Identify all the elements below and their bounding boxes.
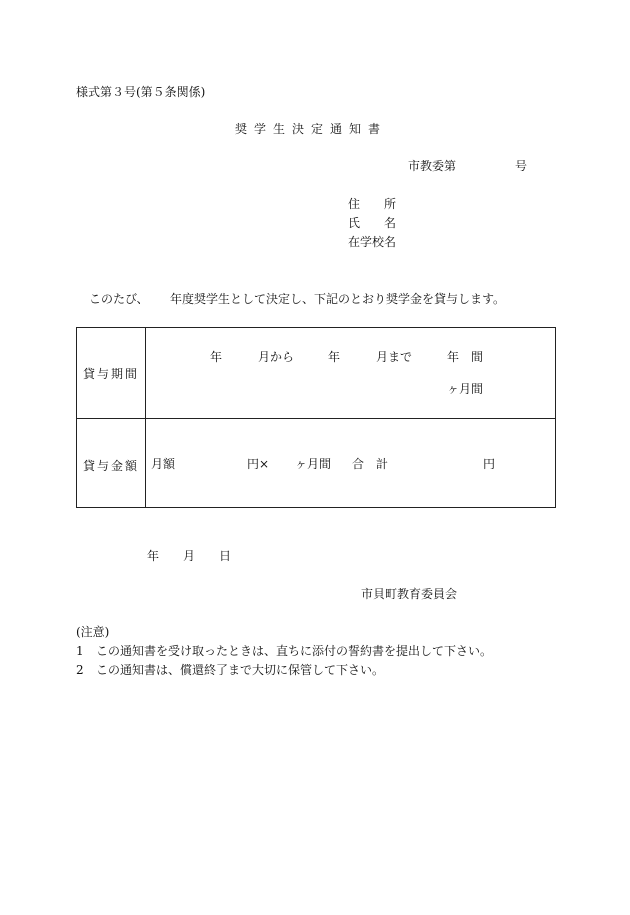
amount-monthly: 月額 xyxy=(151,457,176,471)
amount-yen-times: 円× xyxy=(247,457,270,471)
note-item-1-text: この通知書を受け取ったときは、直ちに添付の誓約書を提出して下さい。 xyxy=(96,644,493,658)
table-column-divider xyxy=(145,328,146,507)
loan-amount-label: 貸与金額 xyxy=(82,459,139,473)
date-year: 年 xyxy=(147,549,160,563)
note-item-1-number: 1 xyxy=(76,644,84,658)
amount-months: ヶ月間 xyxy=(295,457,332,471)
document-number-suffix: 号 xyxy=(515,159,528,173)
period-year-from: 年 xyxy=(210,350,223,364)
issuer: 市貝町教育委員会 xyxy=(361,587,458,601)
period-duration-years: 年 間 xyxy=(447,350,484,364)
note-item-2-text: この通知書は、償還終了まで大切に保管して下さい。 xyxy=(96,663,385,677)
school-label: 在学校名 xyxy=(348,235,397,249)
period-month-from: 月から xyxy=(258,350,295,364)
address-label: 住 所 xyxy=(348,197,397,211)
loan-period-label: 貸与期間 xyxy=(82,367,139,381)
form-number: 様式第３号(第５条関係) xyxy=(76,85,206,99)
amount-yen: 円 xyxy=(483,457,496,471)
document-title: 奨学生決定通知書 xyxy=(235,122,388,136)
period-month-to: 月まで xyxy=(376,350,413,364)
date-day: 日 xyxy=(219,549,232,563)
body-text-part1: このたび、 xyxy=(89,292,149,306)
table-row-divider xyxy=(77,418,555,419)
note-item-2-number: 2 xyxy=(76,663,84,677)
notes-heading: (注意) xyxy=(76,625,110,639)
amount-total: 合 計 xyxy=(352,457,389,471)
body-text-part2: 年度奨学生として決定し、下記のとおり奨学金を貸与します。 xyxy=(170,292,506,306)
name-label: 氏 名 xyxy=(348,216,397,230)
period-duration-months: ヶ月間 xyxy=(447,382,484,396)
period-year-to: 年 xyxy=(328,350,341,364)
date-month: 月 xyxy=(183,549,196,563)
document-number-prefix: 市教委第 xyxy=(408,159,457,173)
loan-details-table xyxy=(76,327,556,508)
